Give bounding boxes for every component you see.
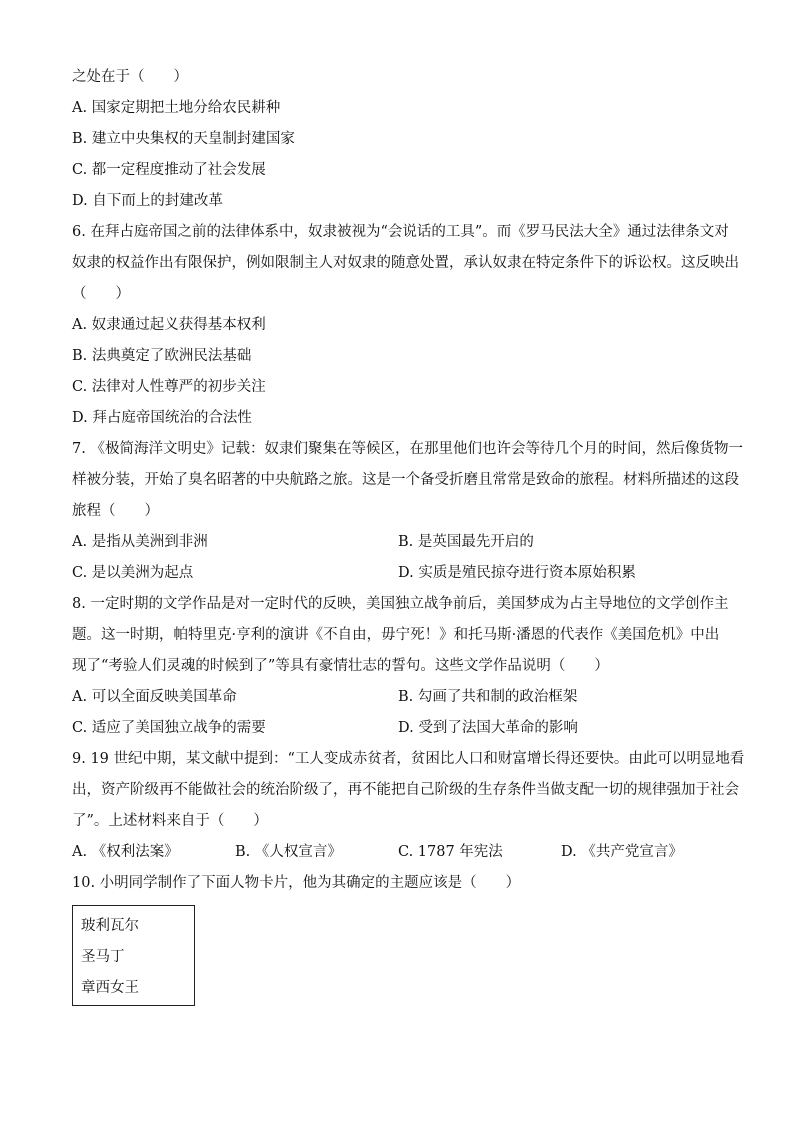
exam-page xyxy=(72,62,745,1006)
q8-stem-line-3: 现了“考验人们灵魂的时候到了”等具有豪情壮志的誓句。这些文学作品说明（ ） xyxy=(72,658,609,674)
q7-option-c[interactable]: C. 是以美洲为起点 xyxy=(72,565,194,581)
q5-stem-tail: 之处在于（ ） xyxy=(72,69,188,85)
q9-option-a[interactable]: A. 《权利法案》 xyxy=(72,844,179,860)
q9-options-row xyxy=(72,837,724,868)
q6-option-a[interactable]: A. 奴隶通过起义获得基本权利 xyxy=(72,317,266,333)
q7-option-d[interactable]: D. 实质是殖民掠夺进行资本原始积累 xyxy=(398,565,636,581)
q8-stem-line-2: 题。这一时期，帕特里克·亨利的演讲《不自由，毋宁死！》和托马斯·潘恩的代表作《美国危机》中出 xyxy=(72,627,720,643)
q8-option-c[interactable]: C. 适应了美国独立战争的需要 xyxy=(72,720,266,736)
q7-options-row-2 xyxy=(72,558,724,589)
q8-option-b[interactable]: B. 勾画了共和制的政治框架 xyxy=(398,689,578,705)
q6-option-d[interactable]: D. 拜占庭帝国统治的合法性 xyxy=(72,410,252,426)
q7-stem-line-1: 7. 《极简海洋文明史》记载：奴隶们聚集在等候区，在那里他们也许会等待几个月的时间，然后像货物一 xyxy=(72,441,743,457)
q8-stem-line-1: 8. 一定时期的文学作品是对一定时代的反映，美国独立战争前后，美国梦成为占主导地位的文学创作主 xyxy=(72,596,729,612)
person-card-item: 玻利瓦尔 xyxy=(81,918,139,934)
q8-option-a[interactable]: A. 可以全面反映美国革命 xyxy=(72,689,237,705)
q5-option-c[interactable]: C. 都一定程度推动了社会发展 xyxy=(72,162,266,178)
person-card-item: 章西女王 xyxy=(81,980,139,996)
q10-stem: 10. 小明同学制作了下面人物卡片，他为其确定的主题应该是（ ） xyxy=(72,875,521,891)
q7-stem-line-3: 旅程（ ） xyxy=(72,503,159,519)
person-card-item: 圣马丁 xyxy=(81,949,125,965)
q6-stem-line-1: 6. 在拜占庭帝国之前的法律体系中，奴隶被视为“会说话的工具”。而《罗马民法大全》通过法律条文对 xyxy=(72,224,729,240)
q5-option-a[interactable]: A. 国家定期把土地分给农民耕种 xyxy=(72,100,281,116)
q6-stem-line-2: 奴隶的权益作出有限保护，例如限制主人对奴隶的随意处置，承认奴隶在特定条件下的诉讼权。这反映出 xyxy=(72,255,739,271)
q8-option-d[interactable]: D. 受到了法国大革命的影响 xyxy=(398,720,578,736)
q7-option-a[interactable]: A. 是指从美洲到非洲 xyxy=(72,534,208,550)
person-card xyxy=(72,905,195,1006)
q9-option-d[interactable]: D. 《共产党宣言》 xyxy=(561,844,683,860)
q7-options-row-1 xyxy=(72,527,724,558)
q9-stem-line-1: 9. 19 世纪中期，某文献中提到：“工人变成赤贫者，贫困比人口和财富增长得还要快。由此可以明显地看 xyxy=(72,751,745,767)
q9-stem-line-2: 出，资产阶级再不能做社会的统治阶级了，再不能把自己阶级的生存条件当做支配一切的规律强加于社会 xyxy=(72,782,739,798)
q6-stem-line-3: （ ） xyxy=(72,286,130,302)
q5-option-b[interactable]: B. 建立中央集权的天皇制封建国家 xyxy=(72,131,295,147)
q8-options-row-2 xyxy=(72,713,724,744)
q9-option-c[interactable]: C. 1787 年宪法 xyxy=(398,844,503,860)
q9-stem-line-3: 了”。上述材料来自于（ ） xyxy=(72,813,268,829)
q6-option-c[interactable]: C. 法律对人性尊严的初步关注 xyxy=(72,379,266,395)
q6-option-b[interactable]: B. 法典奠定了欧洲民法基础 xyxy=(72,348,252,364)
q9-option-b[interactable]: B. 《人权宣言》 xyxy=(235,844,342,860)
q5-option-d[interactable]: D. 自下而上的封建改革 xyxy=(72,193,223,209)
q8-options-row-1 xyxy=(72,682,724,713)
q7-stem-line-2: 样被分装，开始了臭名昭著的中央航路之旅。这是一个备受折磨且常常是致命的旅程。材料所描述的这段 xyxy=(72,472,739,488)
q7-option-b[interactable]: B. 是英国最先开启的 xyxy=(398,534,534,550)
